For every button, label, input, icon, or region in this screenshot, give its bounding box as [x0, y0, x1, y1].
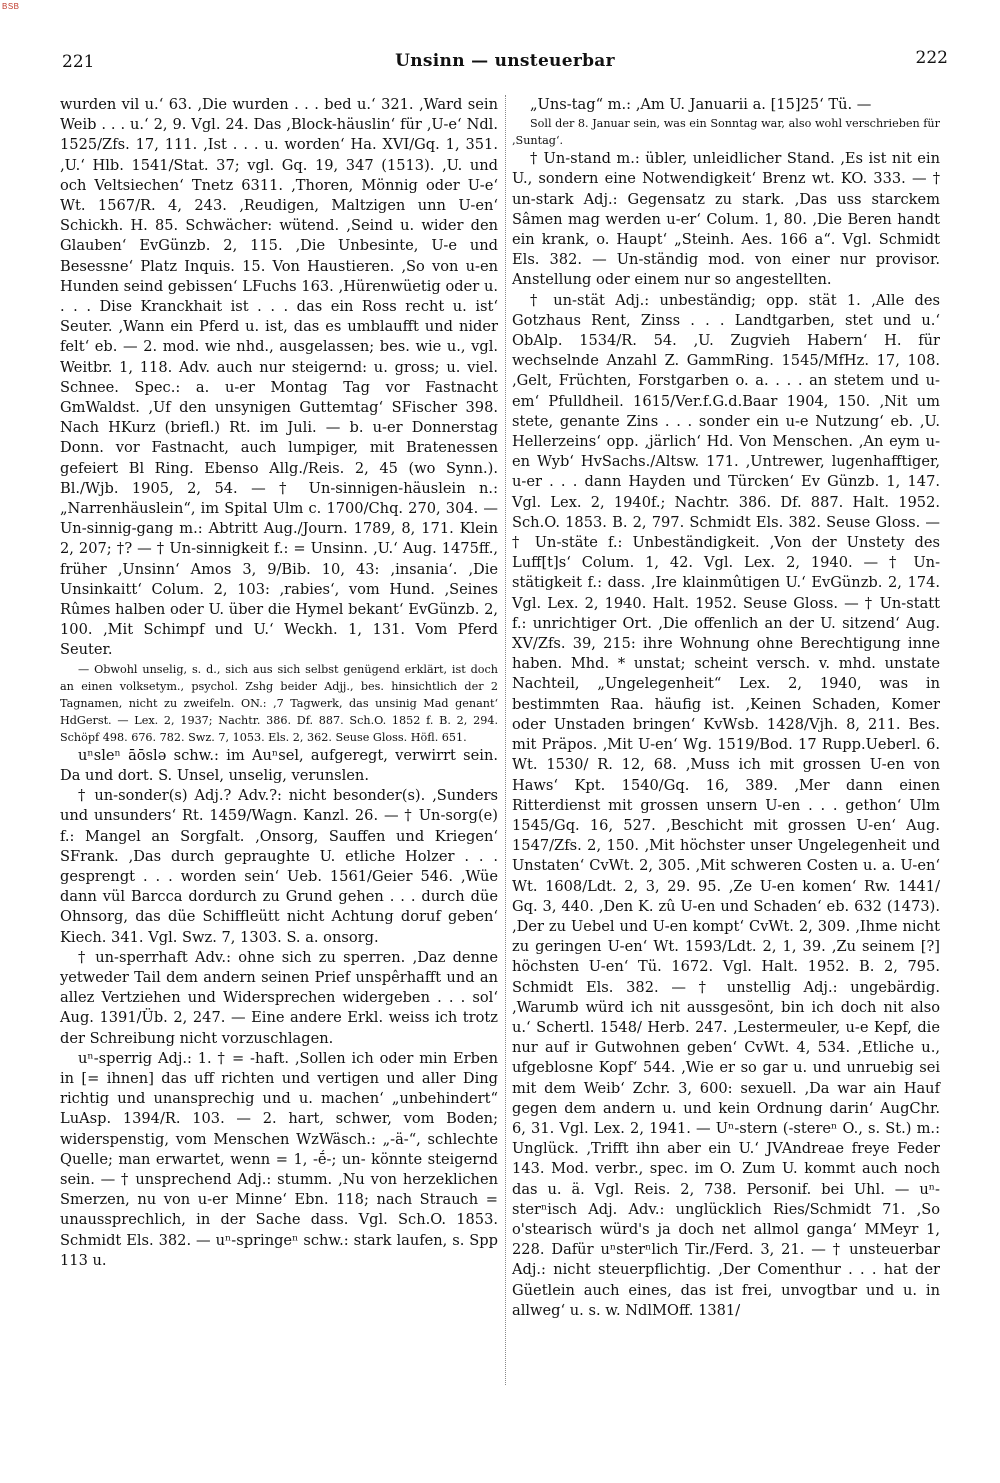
- column-divider: [505, 95, 506, 1385]
- paragraph: † un-stät Adj.: unbeständig; opp. stät 1. ‚Alle des Gotzhaus Rent, Zinss . . . Landtgarben, stet und u.‘ ObAlp. 1534/R. 54. ‚U. Zugvieh Habern‘ H. für wechselnde Anzahl Z. GammRing. 1545/MfHz. 17, 108. ‚Gelt, Früchten, Forstgarben o. a. . . . an stetem und u-em‘ Pfulldheil. 1615/Ver.f.G.d.Baar 1904, 150. ‚Nit um stete, genante Zins . . . sonder ein u-e Nutzung‘ eb. ‚U. Hellerzeins‘ opp. ‚järlich‘ Hd. Von Menschen. ‚An eym u-en Wyb‘ HvSachs./Altsw. 171. ‚Untrewer, lugenhafftiger, u-er . . . dann Hayden und Türcken‘ Ev Günzb. 1, 147. Vgl. Lex. 2, 1940f.; Nachtr. 386. Df. 887. Halt. 1952. Sch.O. 1853. B. 2, 797. Schmidt Els. 382. Seuse Gloss. — † Un-stäte f.: Unbeständigkeit. ‚Von der Unstety des Luff[t]s‘ Colum. 1, 42. Vgl. Lex. 2, 1940. — † Un-stätigkeit f.: dass. ‚Ire klainmûtigen U.‘ EvGünzb. 2, 174. Vgl. Lex. 2, 1940. Halt. 1952. Seuse Gloss. — † Un-statt f.: unrichtiger Ort. ‚Die offenlich an der U. sitzend‘ Aug. XV/Zfs. 39, 215: ihre Wohnung ohne Berechtigung inne haben. Mhd. * unstat; scheint versch. v. mhd. unstate Nachteil, „Ungelegenheit“ Lex. 2, 1940, was in bestimmten Raa. häufig ist. ‚Keinen Schaden, Komer oder Unstaden bringen‘ KvWsb. 1428/Vjh. 8, 211. Bes. mit Präpos. ‚Mit U-en‘ Wg. 1519/Bod. 17 Rupp.Ueberl. 6. Wt. 1530/ R. 12, 68. ‚Muss ich mit grossen U-en von Haws‘ Kpt. 1540/Gq. 16, 389. ‚Mer dann einen Ritterdienst mit grossen unsern U-en . . . gethon‘ Ulm 1545/Gq. 16, 527. ‚Beschicht mit grossen U-en‘ Aug. 1547/Zfs. 2, 150. ‚Mit höchster unser Ungelegenheit und Unstaten‘ CvWt. 2, 305. ‚Mit schweren Costen u. a. U-en‘ Wt. 1608/Ldt. 2, 3, 29. 95. ‚Ze U-en komen‘ Rw. 1441/ Gq. 3, 440. ‚Den K. zû U-en und Schaden‘ eb. 632 (1473). ‚Der zu Uebel und U-en kompt‘ CvWt. 2, 309. ‚Ihme nicht zu geringen U-en‘ Wt. 1593/Ldt. 2, 1, 39. ‚Zu seinem [?] höchsten U-en‘ Tü. 1672. Vgl. Halt. 1952. B. 2, 795. Schmidt Els. 382. — † unstellig Adj.: ungebärdig. ‚Warumb würd ich nit aussgesönt, bin ich doch nit also u.‘ Schertl. 1548/ Herb. 247. ‚Lestermeuler, u-e Kepf, die nur auf ir Gutwohnen geben‘ CvWt. 4, 534. ‚Etliche u., ufgeblosne Kopf‘ 544. ‚Wie er so gar u. und unruebig sei mit dem Weib‘ Zchr. 3, 600: sexuell. ‚Da war ain Hauf gegen dem andern u. und kein Ordnung darin‘ AugChr. 6, 31. Vgl. Lex. 2, 1941. — Uⁿ-stern (-stereⁿ O., s. St.) m.: Unglück. ‚Trifft ihn aber ein U.‘ JVAndreae freye Feder 143. Mod. verbr., spec. im O. Zum U. kommt auch noch das u. ä. Vgl. Reis. 2, 738. Personif. bei Uhl. — uⁿ-sterⁿisch Adj. Adv.: unglücklich Ries/Schmidt 71. ‚So o'stearisch würd's ja doch net allmol ganga‘ MMeyr 1, 228. Dafür uⁿsterⁿlich Tir./Ferd. 3, 21. — † unsteuerbar Adj.: nicht steuerpflichtig. ‚Der Comenthur . . . hat der Güetlein auch eines, das ist frei, unvogtbar und u. in allweg‘ u. s. w. NdlMOff. 1381/: [512, 291, 940, 1319]
- left-column: [60, 95, 498, 1271]
- note-paragraph: Soll der 8. Januar sein, was ein Sonntag war, also wohl verschrieben für ‚Suntag‘.: [512, 117, 940, 148]
- page-number-right: 222: [915, 48, 948, 68]
- paragraph: † Un-stand m.: übler, unleidlicher Stand. ‚Es ist nit ein U., sondern eine Notwendigkeit‘ Brenz wt. KO. 333. — † un-stark Adj.: Gegensatz zu stark. ‚Das uss starckem Sâmen mag werden u-er‘ Colum. 1, 80. ‚Die Beren handt ein krank, o. Haupt‘ „Steinh. Aes. 166 a“. Vgl. Schmidt Els. 382. — Un-ständig mod. von einer nur provisor. Anstellung oder einem nur so angestellten.: [512, 150, 940, 289]
- page-header: [62, 48, 948, 74]
- library-mark: BSB: [2, 2, 20, 11]
- paragraph: „Uns-tag“ m.: ‚Am U. Januarii a. [15]25‘ Tü. —: [530, 96, 872, 113]
- paragraph: uⁿsleⁿ āōslə schw.: im Auⁿsel, aufgeregt, verwirrt sein. Da und dort. S. Unsel, unselig, verunslen.: [60, 746, 498, 784]
- running-title: Unsinn — unsteuerbar: [395, 51, 615, 71]
- paragraph: wurden vil u.‘ 63. ‚Die wurden . . . bed u.‘ 321. ‚Ward sein Weib . . . u.‘ 2, 9. Vgl. 24. Das ‚Block-häuslin‘ für ‚U-e‘ Ndl. 1525/Zfs. 17, 111. ‚Ist . . . u. worden‘ Ha. XVI/Gq. 1, 351. ‚U.‘ Hlb. 1541/Stat. 37; vgl. Gq. 19, 347 (1513). ‚U. und och Veltsiechen‘ Tnetz 6311. ‚Thoren, Mönnig oder U-e‘ Wt. 1567/R. 4, 243. ‚Reudigen, Maltzigen unn U-en‘ Schickh. H. 85. Schwächer: wütend. ‚Seind u. wider den Glauben‘ EvGünzb. 2, 115. ‚Die Unbesinte, U-e und Besessne‘ Platz Inquis. 15. Von Haustieren. ‚So von u-en Hunden seind gebissen‘ LFuchs 163. ‚Hürenwüetig oder u. . . . Dise Kranckhait ist . . . das ein Ross recht u. ist‘ Seuter. ‚Wann ein Pferd u. ist, das es umblaufft und nider felt‘ eb. — 2. mod. wie nhd., ausgelassen; bes. wie u., vgl. Weitbr. 1, 118. Adv. auch nur steigernd: u. gross; u. viel. Schnee. Spec.: a. u-er Montag Tag vor Fastnacht GmWaldst. ‚Uf den unsynigen Guttemtag‘ SFischer 398. Nach HKurz (briefl.) Rt. im Juli. — b. u-er Donnerstag Donn. vor Fastnacht, auch lumpiger, mit Bratenessen gefeiert Bl Ring. Ebenso Allg./Reis. 2, 45 (wo Synn.). Bl./Wjb. 1905, 2, 54. — † Un-sinnigen-häuslein n.: „Narrenhäuslein“, im Spital Ulm c. 1700/Chq. 270, 304. — Un-sinnig-gang m.: Abtritt Aug./Journ. 1789, 8, 171. Klein 2, 207; †? — † Un-sinnigkeit f.: = Unsinn. ‚U.‘ Aug. 1475ff., früher ‚Unsinn‘ Amos 3, 9/Bib. 10, 43: ‚insania‘. ‚Die Unsinkaitt‘ Colum. 2, 103: ‚rabies‘, vom Hund. ‚Seines Rûmes halben oder U. über die Hymel bekant‘ EvGünzb. 2, 100. ‚Mit Schimpf und U.‘ Weckh. 1, 131. Vom Pferd Seuter.: [60, 96, 498, 659]
- paragraph: uⁿ-sperrig Adj.: 1. † = -haft. ‚Sollen ich oder min Erben in [= ihnen] das uff richten und vertigen und aller Ding richtig und unansprechig und u. machen‘ „unbehindert“ LuAsp. 1394/R. 103. — 2. hart, schwer, vom Boden; widerspenstig, vom Menschen WzWäsch.: „-ä-“, schlechte Quelle; man erwartet, wenn = 1, -ḗ-; un- könnte steigernd sein. — † unsprechend Adj.: stumm. ‚Nu von herzeklichen Smerzen, nu von u-er Minne‘ Ebn. 118; nach Strauch = unaussprechlich, in der Sache dass. Vgl. Sch.O. 1853. Schmidt Els. 382. — uⁿ-springeⁿ schw.: stark laufen, s. Spp 113 u.: [60, 1049, 498, 1269]
- right-column: [512, 95, 940, 1321]
- paragraph: † un-sperrhaft Adv.: ohne sich zu sperren. ‚Daz denne yetweder Tail dem andern seinen Prief unspêrhafft und an allez Vertziehen und Widersprechen widergeben . . . sol‘ Aug. 1391/Üb. 2, 247. — Eine andere Erkl. weiss ich trotz der Schreibung nicht vorzuschlagen.: [60, 948, 498, 1047]
- note-paragraph: — Obwohl unselig, s. d., sich aus sich selbst genügend erklärt, ist doch an einen volksetym., psychol. Zshg beider Adjj., bes. hinsichtlich der 2 Tagnamen, nicht zu zweifeln. ON.: ‚7 Tagwerk, das unsinig Mad genant‘ HdGerst. — Lex. 2, 1937; Nachtr. 386. Df. 887. Sch.O. 1852 f. B. 2, 294. Schöpf 498. 676. 782. Swz. 7, 1053. Els. 2, 362. Seuse Gloss. Höfl. 651.: [60, 662, 498, 744]
- paragraph: † un-sonder(s) Adj.? Adv.?: nicht besonder(s). ‚Sunders und unsunders‘ Rt. 1459/Wagn. Kanzl. 26. — † Un-sorg(e) f.: Mangel an Sorgfalt. ‚Onsorg, Sauffen und Kriegen‘ SFrank. ‚Das durch gepraughte U. etliche Holzer . . . gesprengt . . . worden sein‘ Ueb. 1561/Geier 546. ‚Wüe dann vül Barcca dordurch zu Grund gehen . . . durch düe Ohnsorg, das düe Schiffleütt nicht Achtung doruf geben‘ Kiech. 341. Vgl. Swz. 7, 1303. S. a. onsorg.: [60, 787, 498, 946]
- page-number-left: 221: [62, 52, 95, 72]
